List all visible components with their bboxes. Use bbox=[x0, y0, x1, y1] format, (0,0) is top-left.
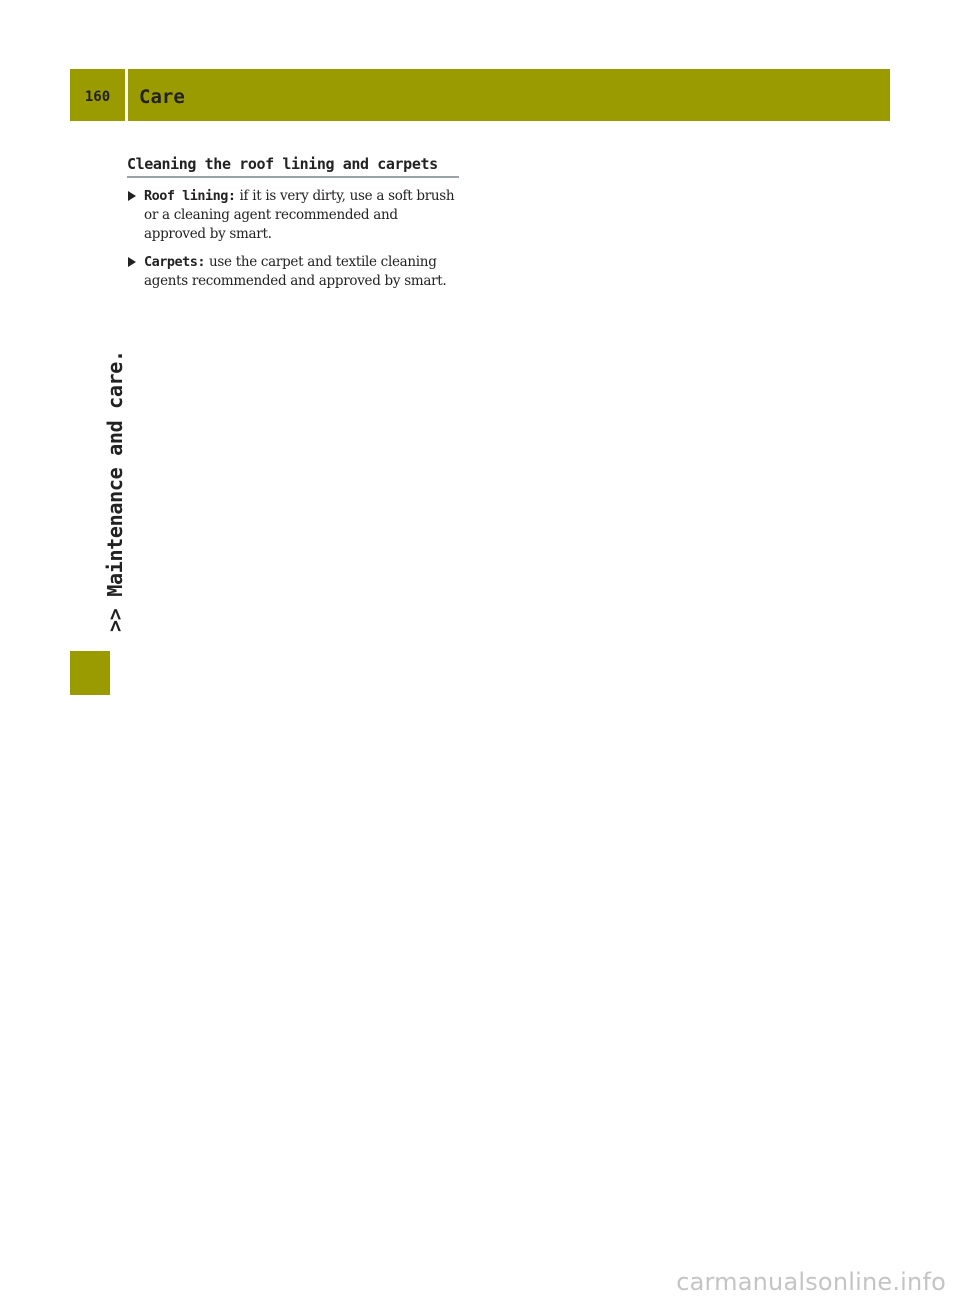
arrow-right-icon bbox=[128, 191, 136, 201]
section-content bbox=[127, 155, 459, 300]
chapter-title: Care bbox=[139, 86, 185, 108]
instruction-term: Roof lining: bbox=[144, 188, 236, 204]
instruction-item bbox=[127, 253, 459, 291]
side-tab-marker bbox=[70, 651, 110, 695]
side-tab-label: >> Maintenance and care. bbox=[103, 350, 127, 632]
header-divider bbox=[125, 69, 128, 121]
instruction-text: if it is very dirty, use a soft brush or a cleaning agent recommended and approved by smart. bbox=[144, 188, 455, 242]
header-bar bbox=[70, 69, 890, 121]
instruction-text: use the carpet and textile cleaning agents recommended and approved by smart. bbox=[144, 254, 447, 289]
watermark: carmanualsonline.info bbox=[676, 1268, 946, 1296]
section-heading: Cleaning the roof lining and carpets bbox=[127, 155, 459, 178]
arrow-right-icon bbox=[128, 257, 136, 267]
page-number: 160 bbox=[84, 89, 111, 105]
instruction-term: Carpets: bbox=[144, 254, 206, 270]
instruction-item bbox=[127, 187, 459, 244]
